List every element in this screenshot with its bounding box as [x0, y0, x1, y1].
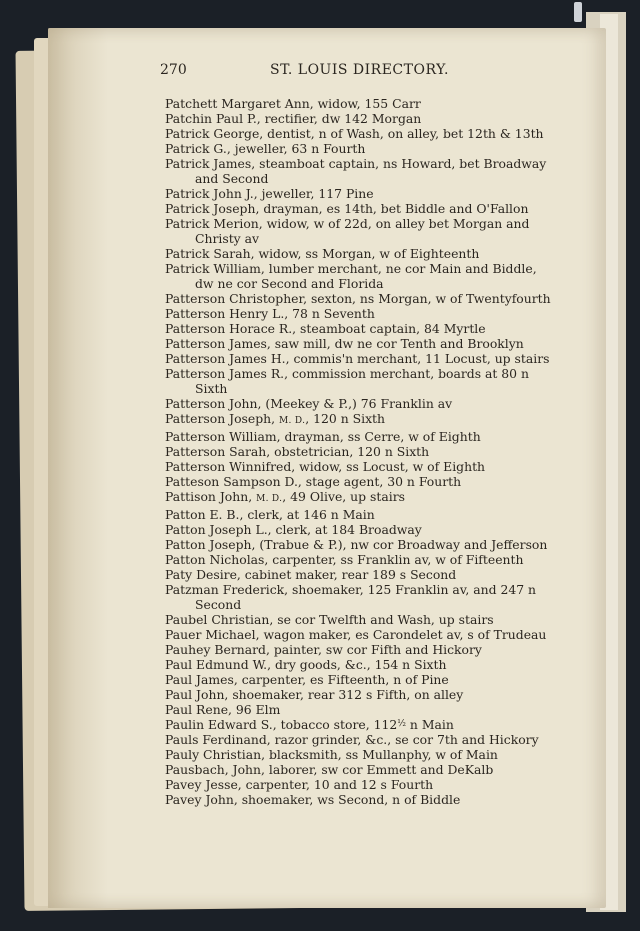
- directory-entry: [165, 261, 560, 291]
- entry-text: Pauhey Bernard, painter, sw cor Fifth and Hickory: [165, 642, 482, 657]
- entry-text: Patrick Merion, widow, w of 22d, on alley bet Morgan and: [165, 216, 530, 231]
- directory-entry: [165, 351, 560, 366]
- directory-entry: [165, 459, 560, 474]
- entry-text: Patterson John, (Meekey & P.,) 76 Franklin av: [165, 396, 453, 411]
- directory-entry: [165, 507, 560, 522]
- directory-entry: [165, 336, 560, 351]
- directory-entry: [165, 642, 560, 657]
- entry-text: Patrick James, steamboat captain, ns Howard, bet Broadway: [165, 156, 547, 171]
- entry-text-part: Paulin Edward S., tobacco store, 112: [165, 717, 398, 732]
- entry-text: Paul Rene, 96 Elm: [165, 702, 281, 717]
- entry-title-abbrev: M. D.: [279, 416, 306, 426]
- entry-text: Patterson William, drayman, ss Cerre, w of Eighth: [165, 429, 481, 444]
- entry-text: Patrick G., jeweller, 63 n Fourth: [165, 141, 366, 156]
- entry-text: Pauer Michael, wagon maker, es Carondelet av, s of Trudeau: [165, 627, 547, 642]
- entry-text-part: Patterson Joseph,: [165, 411, 280, 426]
- entry-text: Paul James, carpenter, es Fifteenth, n of Pine: [165, 672, 449, 687]
- entry-continuation: and Second: [195, 171, 269, 186]
- directory-entry: [165, 762, 560, 777]
- entry-continuation: dw ne cor Second and Florida: [195, 276, 384, 291]
- directory-entry: [165, 156, 560, 186]
- directory-entry: [165, 216, 560, 246]
- entry-text: Patchin Paul P., rectifier, dw 142 Morgan: [165, 111, 422, 126]
- directory-entry: [165, 582, 560, 612]
- directory-entry: [165, 111, 560, 126]
- directory-entry: [165, 552, 560, 567]
- entry-text: Patchett Margaret Ann, widow, 155 Carr: [165, 96, 421, 111]
- entry-fraction: ½: [397, 719, 406, 729]
- entry-title-abbrev: M. D.: [256, 494, 283, 504]
- entry-text: Patrick John J., jeweller, 117 Pine: [165, 186, 374, 201]
- directory-entry: [165, 306, 560, 321]
- entry-text: Pavey John, shoemaker, ws Second, n of Biddle: [165, 792, 461, 807]
- directory-entry: [165, 672, 560, 687]
- directory-entry: [165, 126, 560, 141]
- page-header: [160, 62, 560, 82]
- entry-text-part: n Main: [405, 717, 454, 732]
- entry-continuation: Christy av: [195, 231, 260, 246]
- directory-entry: [165, 366, 560, 396]
- entry-text: Patton E. B., clerk, at 146 n Main: [165, 507, 375, 522]
- directory-entry: [165, 612, 560, 627]
- entry-text: Patterson Sarah, obstetrician, 120 n Sixth: [165, 444, 430, 459]
- entry-text: Patterson Horace R., steamboat captain, 84 Myrtle: [165, 321, 486, 336]
- entry-text: Patzman Frederick, shoemaker, 125 Franklin av, and 247 n: [165, 582, 537, 597]
- directory-entry: [165, 687, 560, 702]
- entry-text-part: , 49 Olive, up stairs: [282, 489, 405, 504]
- directory-entry: [165, 489, 560, 507]
- directory-entry: [165, 411, 560, 429]
- directory-entry: [165, 522, 560, 537]
- entry-text: Patteson Sampson D., stage agent, 30 n Fourth: [165, 474, 462, 489]
- entry-text: Patrick Joseph, drayman, es 14th, bet Biddle and O'Fallon: [165, 201, 529, 216]
- entry-text: Pauls Ferdinand, razor grinder, &c., se cor 7th and Hickory: [165, 732, 539, 747]
- entry-text: Patrick Sarah, widow, ss Morgan, w of Eighteenth: [165, 246, 480, 261]
- entry-continuation: Second: [195, 597, 242, 612]
- entry-text: Patton Joseph, (Trabue & P.), nw cor Broadway and Jefferson: [165, 537, 548, 552]
- page-number: 270: [160, 62, 187, 78]
- entry-text: Pavey Jesse, carpenter, 10 and 12 s Fourth: [165, 777, 434, 792]
- directory-entry: [165, 792, 560, 807]
- directory-entry: [165, 717, 560, 732]
- entry-text: Pausbach, John, laborer, sw cor Emmett and DeKalb: [165, 762, 494, 777]
- entry-text: Paubel Christian, se cor Twelfth and Wash, up stairs: [165, 612, 494, 627]
- entry-text: [165, 717, 560, 732]
- entry-text: Patton Nicholas, carpenter, ss Franklin av, w of Fifteenth: [165, 552, 524, 567]
- directory-entry: [165, 444, 560, 459]
- directory-entry: [165, 702, 560, 717]
- running-head: ST. LOUIS DIRECTORY.: [270, 62, 449, 78]
- directory-entry: [165, 321, 560, 336]
- entry-text: Patterson Henry L., 78 n Seventh: [165, 306, 375, 321]
- directory-entry: [165, 291, 560, 306]
- directory-entry: [165, 186, 560, 201]
- page-gutter-shade: [48, 28, 108, 908]
- entry-text: [165, 489, 560, 507]
- directory-entry: [165, 429, 560, 444]
- directory-entry: [165, 732, 560, 747]
- entry-text: Pauly Christian, blacksmith, ss Mullanphy, w of Main: [165, 747, 498, 762]
- directory-entry: [165, 537, 560, 552]
- entry-text: Paul Edmund W., dry goods, &c., 154 n Sixth: [165, 657, 447, 672]
- entry-text-part: Pattison John,: [165, 489, 257, 504]
- entry-text: Patterson Christopher, sexton, ns Morgan, w of Twentyfourth: [165, 291, 551, 306]
- directory-entries: [165, 96, 560, 807]
- directory-entry: [165, 141, 560, 156]
- entry-text: Patrick George, dentist, n of Wash, on alley, bet 12th & 13th: [165, 126, 544, 141]
- directory-entry: [165, 246, 560, 261]
- entry-text: Paul John, shoemaker, rear 312 s Fifth, on alley: [165, 687, 464, 702]
- entry-text: Patterson James H., commis'n merchant, 11 Locust, up stairs: [165, 351, 550, 366]
- directory-entry: [165, 201, 560, 216]
- entry-text: Patton Joseph L., clerk, at 184 Broadway: [165, 522, 422, 537]
- entry-text: Patterson James R., commission merchant, boards at 80 n: [165, 366, 529, 381]
- directory-entry: [165, 777, 560, 792]
- directory-entry: [165, 747, 560, 762]
- directory-entry: [165, 96, 560, 111]
- entry-text: Patterson Winnifred, widow, ss Locust, w of Eighth: [165, 459, 486, 474]
- entry-text: Paty Desire, cabinet maker, rear 189 s Second: [165, 567, 457, 582]
- scanner-clip: [574, 2, 582, 22]
- entry-text: Patterson James, saw mill, dw ne cor Tenth and Brooklyn: [165, 336, 524, 351]
- directory-entry: [165, 567, 560, 582]
- entry-text-part: , 120 n Sixth: [305, 411, 386, 426]
- directory-entry: [165, 396, 560, 411]
- directory-entry: [165, 657, 560, 672]
- directory-entry: [165, 474, 560, 489]
- directory-entry: [165, 627, 560, 642]
- entry-continuation: Sixth: [195, 381, 228, 396]
- entry-text: [165, 411, 560, 429]
- entry-text: Patrick William, lumber merchant, ne cor Main and Biddle,: [165, 261, 537, 276]
